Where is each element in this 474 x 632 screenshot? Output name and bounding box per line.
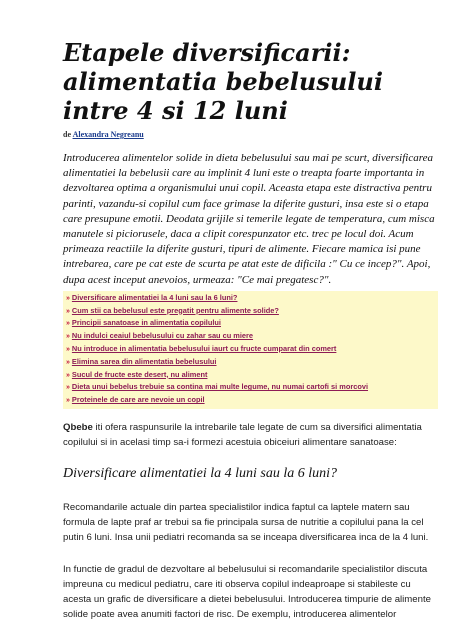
toc-link[interactable]: Cum stii ca bebelusul este pregatit pentru alimente solide? [71,305,279,315]
section-heading: Diversificare alimentatiei la 4 luni sau la 6 luni? [63,466,338,481]
byline [63,130,438,139]
toc-link[interactable]: Proteinele de care are nevoie un copil [71,395,205,405]
toc-bullet: » [66,346,70,354]
intro-qbebe-paragraph [63,420,438,450]
toc-link[interactable]: Diversificare alimentatiei la 4 luni sau la 6 luni? [71,292,238,302]
toc-bullet: » [66,371,70,379]
toc-item [66,305,434,318]
toc-link[interactable]: Dieta unui bebelus trebuie sa contina mai multe legume, nu numai cartofi si morcovi [71,382,369,392]
article-title: Etapele diversificarii: alimentatia bebelusului intre 4 si 12 luni [63,38,383,125]
toc-bullet: » [66,320,70,328]
article [63,38,438,622]
toc-bullet: » [66,294,70,302]
toc-link[interactable]: Principii sanatoase in alimentatia copilului [71,318,221,328]
toc-item [66,343,434,356]
toc-bullet: » [66,333,70,341]
toc-item [66,369,434,382]
toc-item [66,381,434,394]
toc-item [66,356,434,369]
intro-paragraph: Introducerea alimentelor solide in dieta bebelusului sau mai pe scurt, diversificarea alimentatiei la bebelusii care au implinit 4 luni este o treapta foarte importanta in dezvoltarea optima a organismului unui copil. Aceasta etapa este distractiva pentru parinti, vazandu-si copilul cum face grimase la diferite gusturi, insa este si o etapa care presupune emotii. Deodata grijile si temerile legate de temperatura, cum misca manutele si piciorusele, daca a clipit corespunzator etc. trec pe locul doi. Acum primeaza reactiile la diferite gusturi, tipuri de alimente. Fiecare mamica isi pune intrebarea, care pe cat este de scurta pe atat este de dificila :" Cu ce incep?". Apoi, dupa acest inceput anevoios, urmeaza: "Ce mai pregatesc?". [63,152,435,286]
author-link[interactable]: Alexandra Negreanu [72,130,144,139]
toc-link[interactable]: Nu indulci ceaiul bebelusului cu zahar sau cu miere [71,331,254,341]
toc-bullet: » [66,384,70,392]
toc-bullet: » [66,397,70,405]
byline-prefix: de [63,130,71,139]
toc-bullet: » [66,358,70,366]
toc-bullet: » [66,307,70,315]
toc-item [66,394,434,407]
toc-link[interactable]: Sucul de fructe este desert, nu aliment [71,369,208,379]
toc-item [66,330,434,343]
toc-link[interactable]: Elimina sarea din alimentatia bebelusului [71,356,217,366]
intro-qbebe-text: iti ofera raspunsurile la intrebarile tale legate de cum sa diversifici alimentatia copilului si in acelasi timp sa-i formezi acestuia obiceiuri alimentare sanatoase: [63,422,422,448]
brand-name: Qbebe [63,422,93,433]
toc-link[interactable]: Nu introduce in alimentatia bebelusului iaurt cu fructe cumparat din comert [71,344,337,354]
toc-item [66,317,434,330]
body-paragraph: In functie de gradul de dezvoltare al bebelusului si recomandarile specialistilor discuta impreuna cu medicul pediatru, care iti observa copilul indeaproape si stabileste cu acesta un grafic de diversificare a dietei bebelusului. Introducerea timpurie de alimente solide poate avea anumiti factori de risc. De exemplu, introducerea alimentelor [63,564,431,620]
table-of-contents [63,291,438,409]
toc-item [66,292,434,305]
body-paragraph: Recomandarile actuale din partea specialistilor indica faptul ca laptele matern sau formula de lapte praf ar trebui sa fie principala sursa de nutritie a copilului pana la cel putin 6 luni. Insa unii pediatri recomanda sa se inceapa diversificarea inca de la 4 luni. [63,502,429,543]
